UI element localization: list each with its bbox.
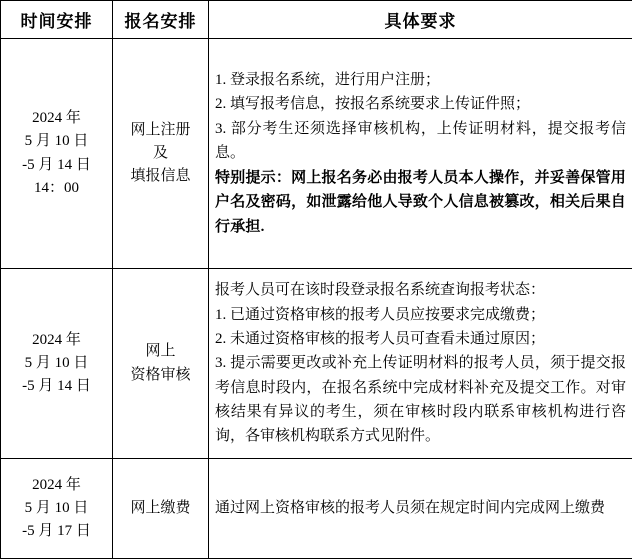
requirement-item: 2. 未通过资格审核的报考人员可查看未通过原因； xyxy=(215,327,626,351)
column-header-arrangement: 报名安排 xyxy=(113,1,209,39)
time-line: 5 月 10 日 xyxy=(7,497,106,520)
arrangement-cell xyxy=(113,269,209,459)
table-header-row xyxy=(1,1,632,39)
table-row xyxy=(1,269,632,459)
requirement-item: 3. 部分考生还须选择审核机构，上传证明材料，提交报考信息。 xyxy=(215,117,626,166)
time-cell xyxy=(1,269,113,459)
time-line: 5 月 10 日 xyxy=(7,130,106,153)
requirements-cell xyxy=(209,269,632,459)
time-line: -5 月 14 日 xyxy=(7,154,106,177)
time-line: 14：00 xyxy=(7,177,106,200)
arrangement-line: 网上注册 xyxy=(119,119,202,142)
time-line: 5 月 10 日 xyxy=(7,352,106,375)
table-body xyxy=(1,39,632,559)
arrangement-line: 填报信息 xyxy=(119,165,202,188)
arrangement-line: 网上 xyxy=(119,340,202,363)
time-line: 2024 年 xyxy=(7,474,106,497)
requirement-item: 1. 登录报名系统，进行用户注册； xyxy=(215,68,626,92)
column-header-requirements: 具体要求 xyxy=(209,1,632,39)
table-row xyxy=(1,459,632,559)
time-line: 2024 年 xyxy=(7,329,106,352)
time-line: -5 月 14 日 xyxy=(7,375,106,398)
requirements-cell xyxy=(209,459,632,559)
requirement-item: 2. 填写报考信息，按报名系统要求上传证件照； xyxy=(215,92,626,116)
requirement-item: 通过网上资格审核的报考人员须在规定时间内完成网上缴费 xyxy=(215,496,626,520)
requirement-item: 1. 已通过资格审核的报考人员应按要求完成缴费； xyxy=(215,303,626,327)
special-notice: 特别提示：网上报名务必由报考人员本人操作，并妥善保管用户名及密码，如泄露给他人导致个人信息被篡改，相关后果自行承担. xyxy=(215,166,626,239)
table-row xyxy=(1,39,632,269)
time-line: 2024 年 xyxy=(7,107,106,130)
requirement-item: 报考人员可在该时段登录报名系统查询报考状态： xyxy=(215,278,626,302)
requirements-cell xyxy=(209,39,632,269)
requirement-item: 3. 提示需要更改或补充上传证明材料的报考人员，须于提交报考信息时段内，在报名系统中完成材料补充及提交工作。对审核结果有异议的考生，须在审核时段内联系审核机构进行咨询，各审核机构联系方式见附件。 xyxy=(215,351,626,448)
arrangement-cell xyxy=(113,39,209,269)
arrangement-cell xyxy=(113,459,209,559)
arrangement-line: 资格审核 xyxy=(119,364,202,387)
column-header-time: 时间安排 xyxy=(1,1,113,39)
time-line: -5 月 17 日 xyxy=(7,520,106,543)
arrangement-line: 及 xyxy=(119,142,202,165)
arrangement-line: 网上缴费 xyxy=(119,497,202,520)
time-cell xyxy=(1,459,113,559)
table-header xyxy=(1,1,632,39)
time-cell xyxy=(1,39,113,269)
